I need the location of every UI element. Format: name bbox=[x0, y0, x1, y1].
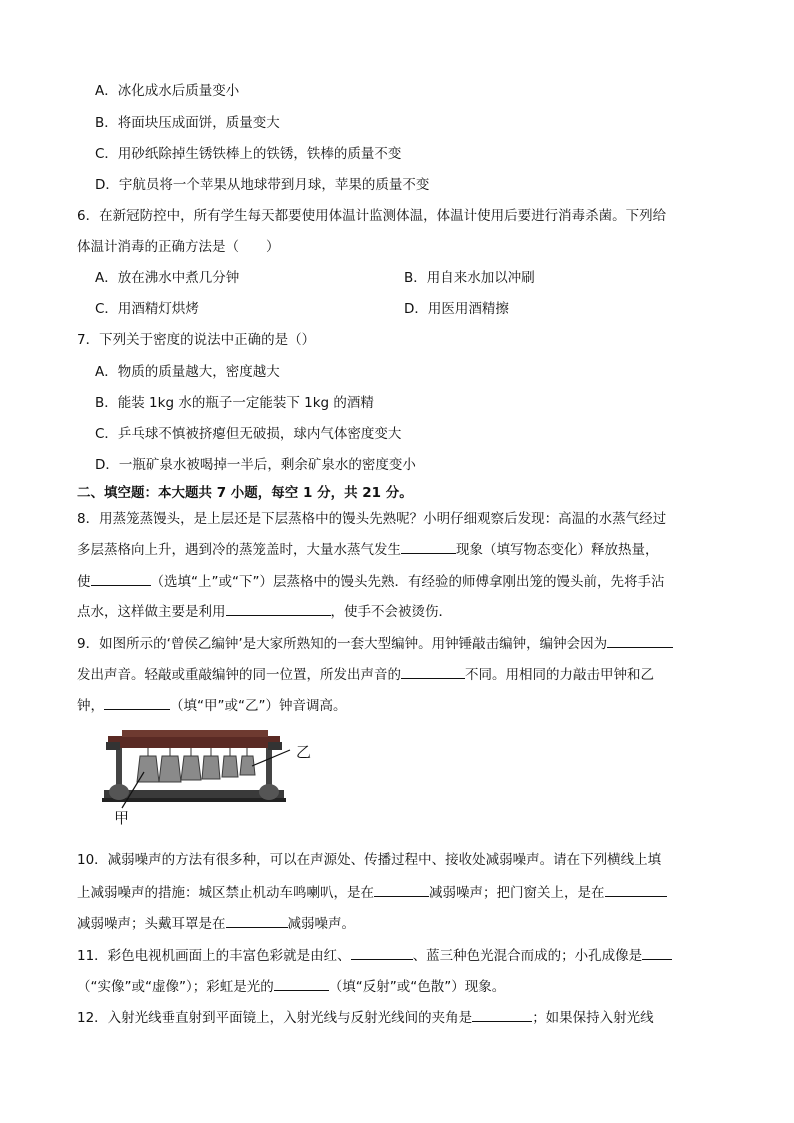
q7-option-d: D．一瓶矿泉水被喝掉一半后，剩余矿泉水的密度变小 bbox=[95, 457, 416, 473]
q12-line1-text-a: 12．入射光线垂直射到平面镜上，入射光线与反射光线间的夹角是 bbox=[77, 1010, 473, 1026]
q6-stem-line1: 6．在新冠防控中，所有学生每天都要使用体温计监测体温，体温计使用后要进行消毒杀菌。下列给 bbox=[77, 208, 667, 224]
q8-line2-text-b: 现象（填写物态变化）释放热量， bbox=[456, 542, 659, 558]
q10-line2-text-a: 上减弱噪声的措施：城区禁止机动车鸣喇叭，是在 bbox=[77, 885, 374, 901]
answer-blank[interactable] bbox=[607, 633, 673, 648]
q9-line3-text-b: （填“甲”或“乙”）钟音调高。 bbox=[170, 698, 347, 714]
q7-option-c: C．乒乓球不慎被挤瘪但无破损，球内气体密度变大 bbox=[95, 426, 402, 442]
answer-blank[interactable] bbox=[472, 1007, 532, 1022]
q6-option-c: C．用酒精灯烘烤 bbox=[95, 301, 199, 317]
answer-blank[interactable] bbox=[104, 695, 170, 710]
q9-line3 bbox=[77, 695, 346, 716]
q5-option-c: C．用砂纸除掉生锈铁棒上的铁锈，铁棒的质量不变 bbox=[95, 146, 402, 162]
q9-line2 bbox=[77, 664, 654, 685]
q10-line1: 10．减弱噪声的方法有很多种，可以在声源处、传播过程中、接收处减弱噪声。请在下列横线上填 bbox=[77, 852, 662, 868]
q8-line2-text-a: 多层蒸格向上升，遇到冷的蒸笼盖时，大量水蒸气发生 bbox=[77, 542, 401, 558]
answer-blank[interactable] bbox=[274, 976, 329, 991]
q10-line2-text-b: 减弱噪声；把门窗关上，是在 bbox=[429, 885, 605, 901]
q8-line4-text-a: 点水，这样做主要是利用 bbox=[77, 604, 226, 620]
q8-line4-text-b: ，使手不会被烫伤． bbox=[330, 604, 452, 620]
answer-blank[interactable] bbox=[642, 945, 672, 960]
q10-line3-text-b: 减弱噪声。 bbox=[287, 916, 355, 932]
q6-stem-line2: 体温计消毒的正确方法是（ ） bbox=[77, 239, 280, 255]
q11-line1-text-a: 11．彩色电视机画面上的丰富色彩就是由红、 bbox=[77, 948, 351, 964]
q9-line2-text-b: 不同。用相同的力敲击甲钟和乙 bbox=[465, 667, 654, 683]
q7-option-a: A．物质的质量越大，密度越大 bbox=[95, 364, 280, 380]
section-heading: 二、填空题：本大题共 7 小题，每空 1 分，共 21 分。 bbox=[77, 485, 413, 501]
q9-line2-text-a: 发出声音。轻敲或重敲编钟的同一位置，所发出声音的 bbox=[77, 667, 401, 683]
q9-line3-text-a: 钟， bbox=[77, 698, 104, 714]
q12-line1-text-b: ；如果保持入射光线 bbox=[532, 1010, 654, 1026]
q5-option-a: A．冰化成水后质量变小 bbox=[95, 83, 240, 99]
answer-blank[interactable] bbox=[374, 882, 429, 897]
q9-line1 bbox=[77, 633, 673, 654]
answer-blank[interactable] bbox=[226, 913, 288, 928]
q7-option-b: B．能装 1kg 水的瓶子一定能装下 1kg 的酒精 bbox=[95, 395, 374, 411]
q5-option-d: D．宇航员将一个苹果从地球带到月球，苹果的质量不变 bbox=[95, 177, 430, 193]
q6-option-b: B．用自来水加以冲刷 bbox=[404, 270, 535, 286]
answer-blank[interactable] bbox=[91, 571, 151, 586]
q10-line3-text-a: 减弱噪声；头戴耳罩是在 bbox=[77, 916, 226, 932]
answer-blank[interactable] bbox=[351, 945, 413, 960]
q8-line3 bbox=[77, 571, 664, 592]
q8-line2 bbox=[77, 539, 659, 560]
q9-line1-text-a: 9．如图所示的‘曾侯乙编钟’是大家所熟知的一套大型编钟。用钟锤敲击编钟，编钟会因为 bbox=[77, 636, 608, 652]
bell-set-figure bbox=[100, 728, 330, 833]
q6-option-d: D．用医用酒精擦 bbox=[404, 301, 509, 317]
q8-line3-text-a: 使 bbox=[77, 574, 91, 590]
q11-line2-text-a: （“实像”或“虚像”）；彩虹是光的 bbox=[77, 979, 274, 995]
answer-blank[interactable] bbox=[226, 601, 331, 616]
label-yi: 乙 bbox=[296, 743, 312, 761]
q8-line1: 8．用蒸笼蒸馒头，是上层还是下层蒸格中的馒头先熟呢？小明仔细观察后发现：高温的水蒸气经过 bbox=[77, 511, 667, 527]
answer-blank[interactable] bbox=[401, 664, 465, 679]
label-jia: 甲 bbox=[114, 809, 130, 827]
q7-stem: 7．下列关于密度的说法中正确的是（） bbox=[77, 332, 316, 348]
q10-line2 bbox=[77, 882, 667, 903]
q5-option-b: B．将面块压成面饼，质量变大 bbox=[95, 115, 280, 131]
q11-line2-text-b: （填“反射”或“色散”）现象。 bbox=[328, 979, 506, 995]
q11-line2 bbox=[77, 976, 505, 997]
q11-line1 bbox=[77, 945, 672, 966]
q8-line4 bbox=[77, 601, 452, 622]
q11-line1-text-b: 、蓝三种色光混合而成的；小孔成像是 bbox=[412, 948, 643, 964]
q12-line1 bbox=[77, 1007, 654, 1028]
answer-blank[interactable] bbox=[605, 882, 667, 897]
q6-option-a: A．放在沸水中煮几分钟 bbox=[95, 270, 240, 286]
q8-line3-text-b: （选填“上”或“下”）层蒸格中的馒头先熟．有经验的师傅拿刚出笼的馒头前，先将手沾 bbox=[150, 574, 665, 590]
answer-blank[interactable] bbox=[401, 539, 456, 554]
q10-line3 bbox=[77, 913, 355, 934]
